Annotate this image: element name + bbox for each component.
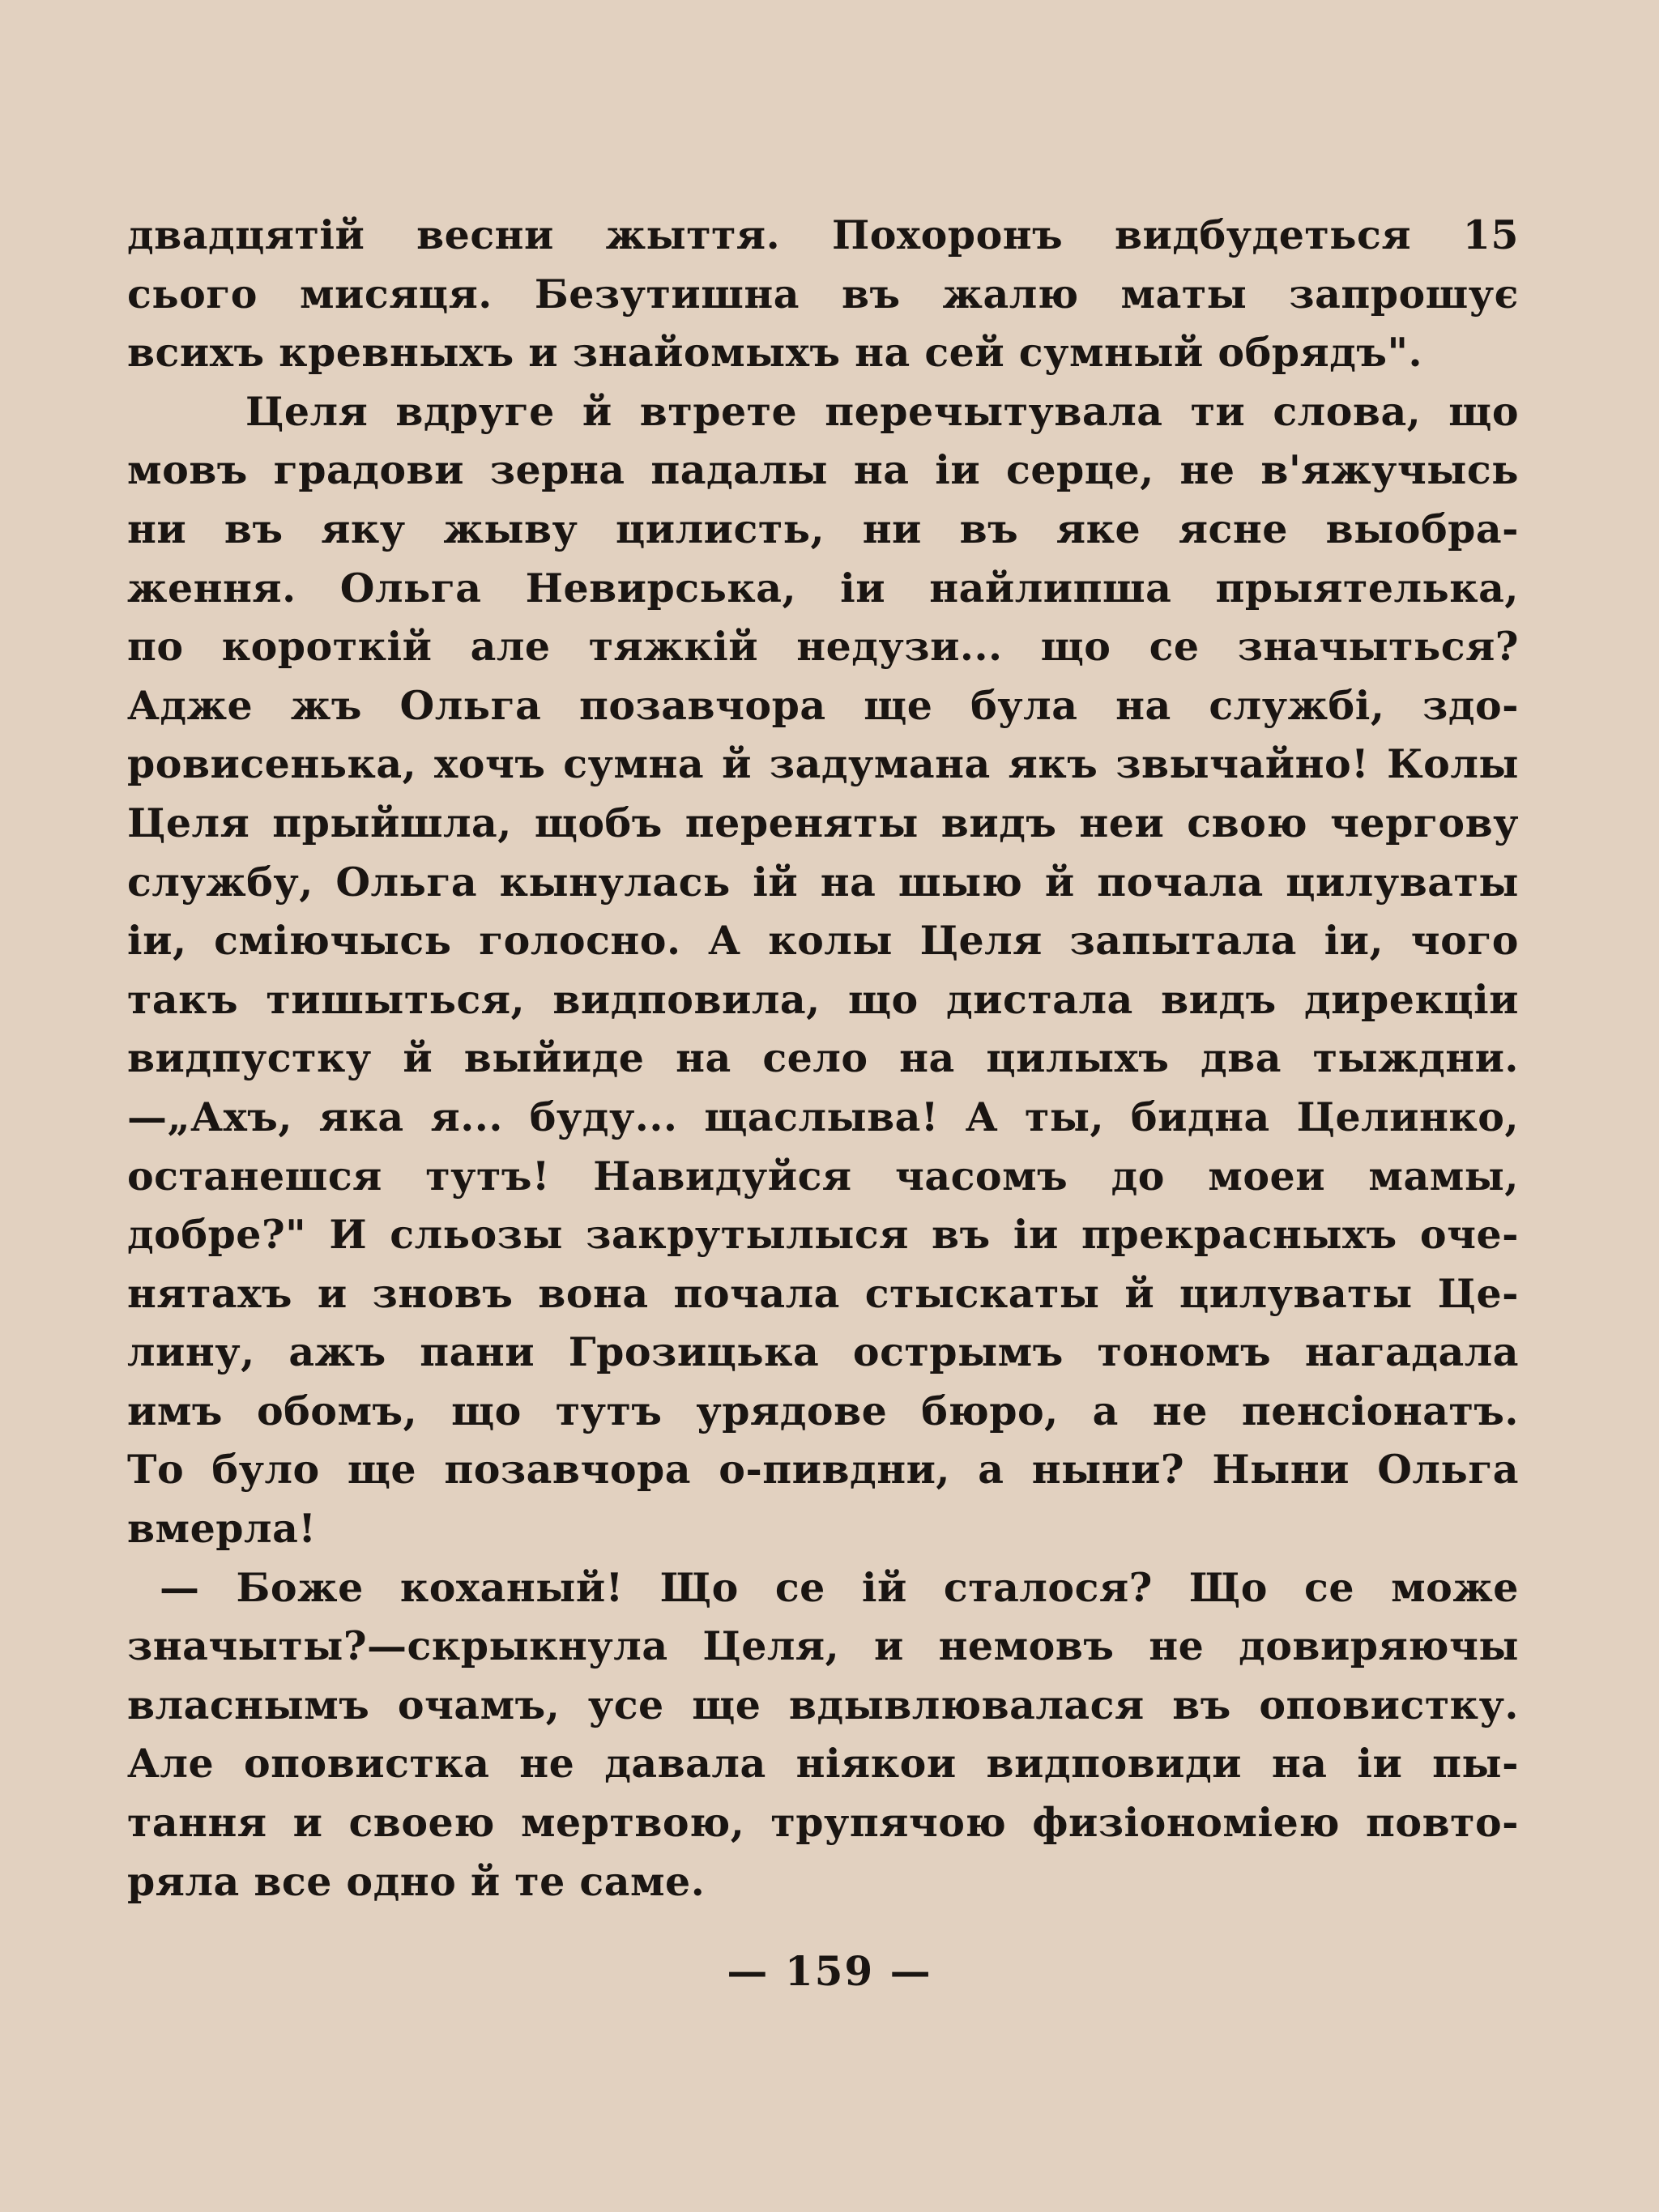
text-line: ряла все одно й те саме. bbox=[127, 1857, 706, 1905]
text-line: видпустку й выйиде на село на цилыхъ два тыждни. bbox=[127, 1034, 1519, 1082]
body-text bbox=[127, 206, 1519, 1911]
text-line: имъ обомъ, що тутъ урядове бюро, а не пенсіонатъ. bbox=[127, 1387, 1519, 1434]
text-line: лину, ажъ пани Грозицька острымъ тономъ нагадала bbox=[127, 1328, 1519, 1376]
text-line: Адже жъ Ольга позавчора ще була на службі, здо- bbox=[127, 681, 1519, 729]
text-line: по короткій але тяжкій недузи... що се значыться? bbox=[127, 623, 1519, 671]
text-line: Целя вдруге й втрете перечытувала ти слова, що bbox=[245, 387, 1519, 435]
text-line: ровисенька, хочъ сумна й задумана якъ звычайно! Колы bbox=[127, 740, 1519, 788]
text-line: останешся тутъ! Навидуйся часомъ до моеи мамы, bbox=[127, 1152, 1519, 1200]
text-line: значыты?—скрыкнула Целя, и немовъ не довиряючы bbox=[127, 1622, 1519, 1670]
text-line: —„Ахъ, яка я... буду... щаслыва! А ты, бидна Целинко, bbox=[127, 1093, 1519, 1140]
text-line: мовъ градови зерна падалы на іи серце, не в'яжучысь bbox=[127, 446, 1519, 494]
text-line: добре?" И сльозы закрутылыся въ іи прекрасныхъ оче- bbox=[127, 1211, 1519, 1259]
text-line: Целя прыйшла, щобъ переняты видъ неи свою чергову bbox=[127, 799, 1519, 846]
text-line: То було ще позавчора о-пивдни, а ныни? Ныни Ольга bbox=[127, 1446, 1519, 1494]
text-line: іи, сміючысь голосно. А колы Целя запытала іи, чого bbox=[127, 917, 1519, 965]
text-line: такъ тишыться, видповила, що дистала видъ дирекціи bbox=[127, 975, 1519, 1023]
text-line: всихъ кревныхъ и знайомыхъ на сей сумный обрядъ". bbox=[127, 329, 1423, 377]
text-line: тання и своею мертвою, трупячою физіономіею повто- bbox=[127, 1799, 1519, 1847]
text-line: Але оповистка не давала ніякои видповиди на іи пы- bbox=[127, 1740, 1519, 1788]
text-line: службу, Ольга кынулась ій на шыю й почала цилуваты bbox=[127, 858, 1519, 906]
text-line: власнымъ очамъ, усе ще вдывлювалася въ оповистку. bbox=[127, 1681, 1519, 1728]
text-line: — Боже коханый! Що се ій сталося? Що се може bbox=[160, 1563, 1519, 1611]
text-line: двадцятій весни жыття. Похоронъ видбудеться 15 bbox=[127, 211, 1519, 258]
text-line: ни въ яку жыву цилисть, ни въ яке ясне выобра- bbox=[127, 505, 1519, 552]
text-line: вмерла! bbox=[127, 1505, 317, 1553]
text-line: сього мисяця. Безутишна въ жалю маты запрошує bbox=[127, 270, 1519, 318]
text-line: нятахъ и зновъ вона почала стыскаты й цилуваты Це- bbox=[127, 1269, 1519, 1317]
text-line: ження. Ольга Невирська, іи найлипша прыятелька, bbox=[127, 564, 1519, 612]
page-number: — 159 — bbox=[727, 1947, 932, 1995]
